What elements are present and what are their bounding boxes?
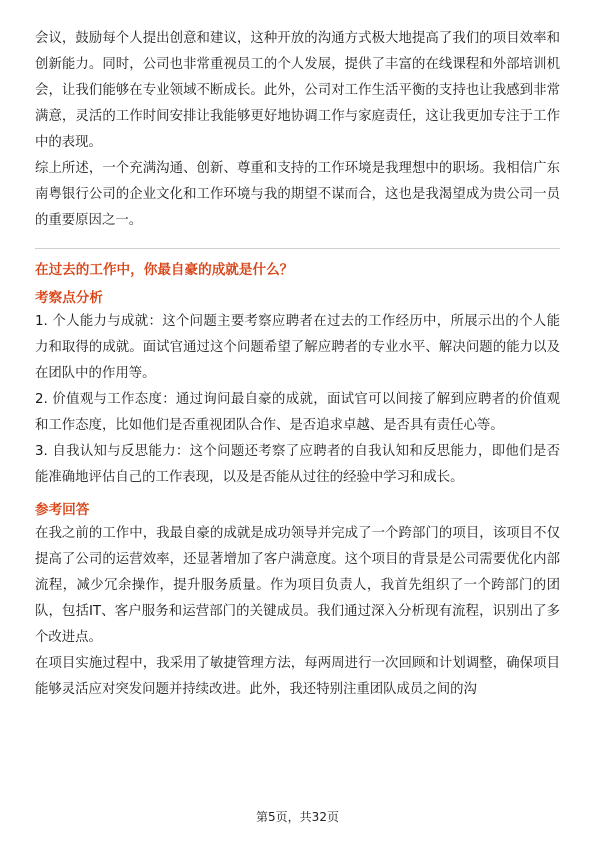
intro-paragraph: 会议，鼓励每个人提出创意和建议，这种开放的沟通方式极大地提高了我们的项目效率和创新能力。同时，公司也非常重视员工的个人发展，提供了丰富的在线课程和外部培训机会，让我们能够在专业领域不断成长。此外，公司对工作生活平衡的支持也让我感到非常满意，灵活的工作时间安排让我能够更好地协调工作与家庭责任，这让我更加专注于工作中的表现。 xyxy=(35,31,560,150)
analysis-heading: 考察点分析 xyxy=(35,290,103,306)
intro-paragraph: 综上所述，一个充满沟通、创新、尊重和支持的工作环境是我理想中的职场。我相信广东南粤银行公司的企业文化和工作环境与我的期望不谋而合，这也是我渴望成为贵公司一员的重要原因之一。 xyxy=(35,161,560,228)
page-number: 第5页，共32页 xyxy=(256,810,339,824)
section-divider xyxy=(35,248,560,249)
analysis-item: 2. 价值观与工作态度：通过询问最自豪的成就，面试官可以间接了解到应聘者的价值观和工作态度，比如他们是否重视团队合作、是否追求卓越、是否具有责任心等。 xyxy=(35,392,560,433)
analysis-item: 1. 个人能力与成就：这个问题主要考察应聘者在过去的工作经历中，所展示出的个人能力和取得的成就。面试官通过这个问题希望了解应聘者的专业水平、解决问题的能力以及在团队中的作用等。 xyxy=(35,314,560,381)
answer-heading: 参考回答 xyxy=(35,502,90,518)
document-page xyxy=(35,26,560,703)
question-title: 在过去的工作中，你最自豪的成就是什么？ xyxy=(35,262,294,278)
analysis-item: 3. 自我认知与反思能力：这个问题还考察了应聘者的自我认知和反思能力，即他们是否能准确地评估自己的工作表现，以及是否能从过往的经验中学习和成长。 xyxy=(35,444,560,485)
answer-paragraph: 在项目实施过程中，我采用了敏捷管理方法，每两周进行一次回顾和计划调整，确保项目能够灵活应对突发问题并持续改进。此外，我还特别注重团队成员之间的沟 xyxy=(35,656,560,697)
answer-paragraph: 在我之前的工作中，我最自豪的成就是成功领导并完成了一个跨部门的项目，该项目不仅提高了公司的运营效率，还显著增加了客户满意度。这个项目的背景是公司需要优化内部流程，减少冗余操作，提升服务质量。作为项目负责人，我首先组织了一个跨部门的团队，包括IT、客户服务和运营部门的关键成员。我们通过深入分析现有流程，识别出了多个改进点。 xyxy=(35,526,560,645)
